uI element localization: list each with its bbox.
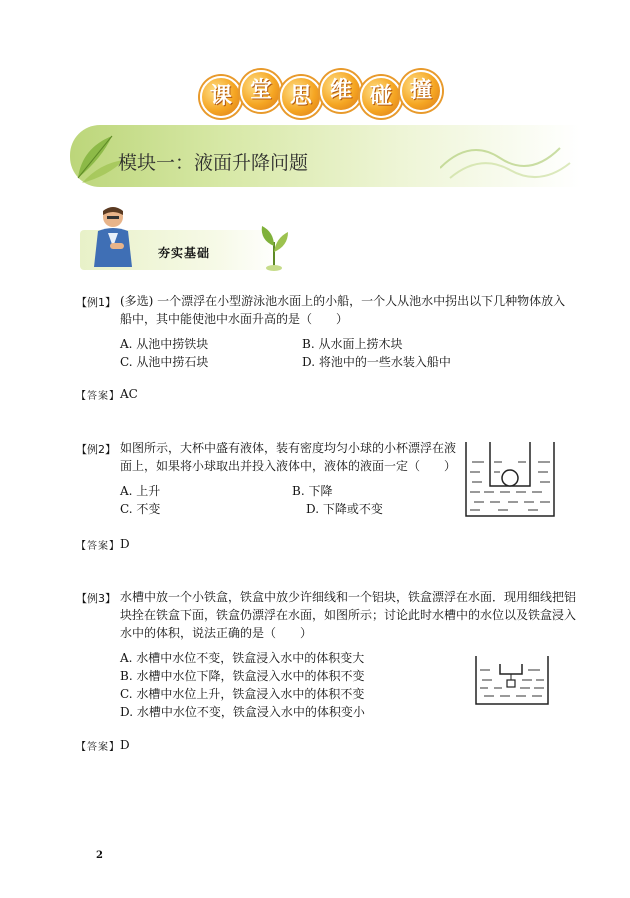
question-label: 【例2】 (76, 443, 116, 456)
title-char: 思 (280, 76, 322, 118)
title-char: 撞 (400, 70, 442, 112)
option-d: D. 水槽中水位不变，铁盒浸入水中的体积变小 (120, 705, 365, 719)
option-c: C. 不变 (120, 502, 161, 516)
title-char: 维 (320, 70, 362, 112)
question-text: 船中，其中能使池中水面升高的是（ ） (120, 312, 349, 326)
option-b: B. 从水面上捞木块 (302, 337, 403, 351)
question-text: (多选) 一个漂浮在小型游泳池水面上的小船，一个人从池水中拐出以下几种物体放入 (120, 294, 566, 308)
title-char: 碰 (360, 76, 402, 118)
option-c: C. 水槽中水位上升，铁盒浸入水中的体积不变 (120, 687, 365, 701)
page-number: 2 (96, 850, 103, 861)
question-label: 【例1】 (76, 296, 116, 309)
answer-value: AC (120, 387, 138, 401)
title-char: 堂 (240, 70, 282, 112)
question-text: 块拴在铁盒下面，铁盒仍漂浮在水面，如图所示；讨论此时水槽中的水位以及铁盒浸入 (120, 608, 577, 622)
module-title: 模块一：液面升降问题 (118, 152, 309, 174)
page-title (200, 70, 440, 118)
option-d: D. 将池中的一些水装入船中 (302, 355, 451, 369)
teacher-icon (88, 203, 138, 273)
option-d: D. 下降或不变 (306, 502, 383, 516)
title-char: 课 (200, 76, 242, 118)
question-label: 【例3】 (76, 592, 116, 605)
question-text: 水槽中放一个小铁盒，铁盒中放少许细线和一个铝块，铁盒漂浮在水面．现用细线把铝 (120, 590, 577, 604)
option-a: A. 从池中捞铁块 (120, 337, 209, 351)
question-text: 水中的体积，说法正确的是（ ） (120, 626, 313, 640)
answer-value: D (120, 537, 130, 551)
section-label: 夯实基础 (158, 246, 211, 260)
option-b: B. 水槽中水位下降，铁盒浸入水中的体积不变 (120, 669, 365, 683)
option-c: C. 从池中捞石块 (120, 355, 209, 369)
answer-tag: 【答案】 (76, 391, 120, 402)
answer-tag: 【答案】 (76, 541, 120, 552)
answer-tag: 【答案】 (76, 742, 120, 753)
option-b: B. 下降 (292, 484, 333, 498)
question-text: 如图所示，大杯中盛有液体，装有密度均匀小球的小杯漂浮在液 (120, 441, 457, 455)
floating-cup-figure (464, 440, 556, 518)
option-a: A. 水槽中水位不变，铁盒浸入水中的体积变大 (120, 651, 365, 665)
question-text: 面上，如果将小球取出并投入液体中，液体的液面一定（ ） (120, 459, 457, 473)
plant-icon (256, 222, 292, 272)
answer-value: D (120, 738, 130, 752)
option-a: A. 上升 (120, 484, 161, 498)
floating-box-figure (474, 654, 550, 706)
swirl-decoration-icon (440, 128, 580, 188)
